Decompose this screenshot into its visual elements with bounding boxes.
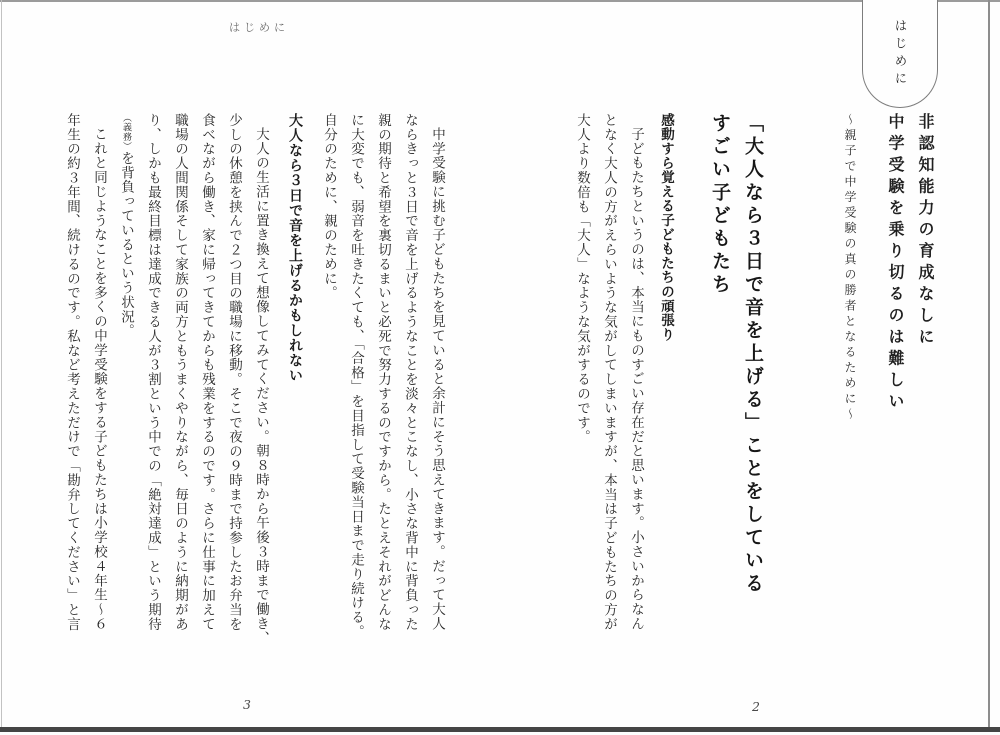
text-column: 大人の生活に置き換えて想像してみてください。朝８時から午後３時まで働き、 [253, 126, 269, 645]
inline-parenthetical: （義務） [121, 113, 131, 151]
page-border-top [0, 0, 1000, 2]
text-column: となく大人の方がえらいような気がしてしまいますが、本当は子どもたちの方が [601, 113, 617, 632]
chapter-title-line: 中学受験を乗り切るのは難しい [886, 113, 905, 414]
text-column [112, 113, 139, 660]
page-border-left [1, 0, 2, 728]
text-column: り、しかも最終目標は達成できる人が３割という中での「絶対達成」という期待 [145, 113, 161, 632]
chapter-tab [862, 0, 938, 108]
subsection-heading: 大人なら３日で音を上げるかもしれない [287, 113, 303, 383]
text-column: 自分のために、親のために。 [321, 113, 337, 301]
page-border-right [988, 0, 990, 728]
text-run: を背負っているという状況。 [118, 151, 134, 339]
text-column: 大人より数倍も「大人」なような気がするのです。 [574, 113, 590, 445]
chapter-tab-label: はじめに [893, 19, 908, 89]
chapter-subtitle: 〜親子で中学受験の真の勝者となるために〜 [843, 113, 857, 423]
text-column: 職場の人間関係そして家族の両方ともうまくやりながら、毎日のように納期があ [172, 113, 188, 632]
page-number-left: 3 [243, 697, 251, 712]
text-column: 中学受験に挑む子どもたちを見ていると余計にそう思えてきます。だって大人 [429, 126, 445, 631]
footer-rule [0, 727, 1000, 732]
subsection-heading: 感動すら覚える子どもたちの頑張り [658, 113, 674, 342]
page-number-right: 2 [752, 699, 760, 714]
text-flow [55, 113, 940, 660]
text-column: 食べながら働き、家に帰ってきてからも残業をするのです。さらに仕事に加えて [199, 113, 215, 632]
section-heading-line: 「大人なら３日で音を上げる」ことをしている [742, 113, 764, 596]
text-column: これと同じようなことを多くの中学受験をする子どもたちは小学校４年生〜６ [91, 126, 107, 631]
text-column: 子どもたちというのは、本当にものすごい存在だと思います。小さいからなん [628, 126, 644, 631]
text-column: ならきっと３日で音を上げるようなことを淡々とこなし、小さな背中に背負った [402, 113, 418, 632]
chapter-title-line: 非認知能力の育成なしに [916, 113, 935, 350]
text-column: 少しの休憩を挟んで２つ目の職場に移動。そこで夜の９時まで持参したお弁当を [226, 113, 242, 632]
text-column: 親の期待と希望を裏切るまいと必死で努力するのですから。たとえそれがどんな [375, 113, 391, 632]
text-column: に大変でも、弱音を吐きたくても、「合格」を目指して受験当日まで走り続ける。 [348, 113, 364, 640]
section-heading-line: すごい子どもたち [709, 113, 731, 297]
text-column: 年生の約３年間、続けるのです。私など考えただけで「勘弁してください」と言 [64, 113, 80, 632]
running-head: はじめに [229, 21, 289, 34]
